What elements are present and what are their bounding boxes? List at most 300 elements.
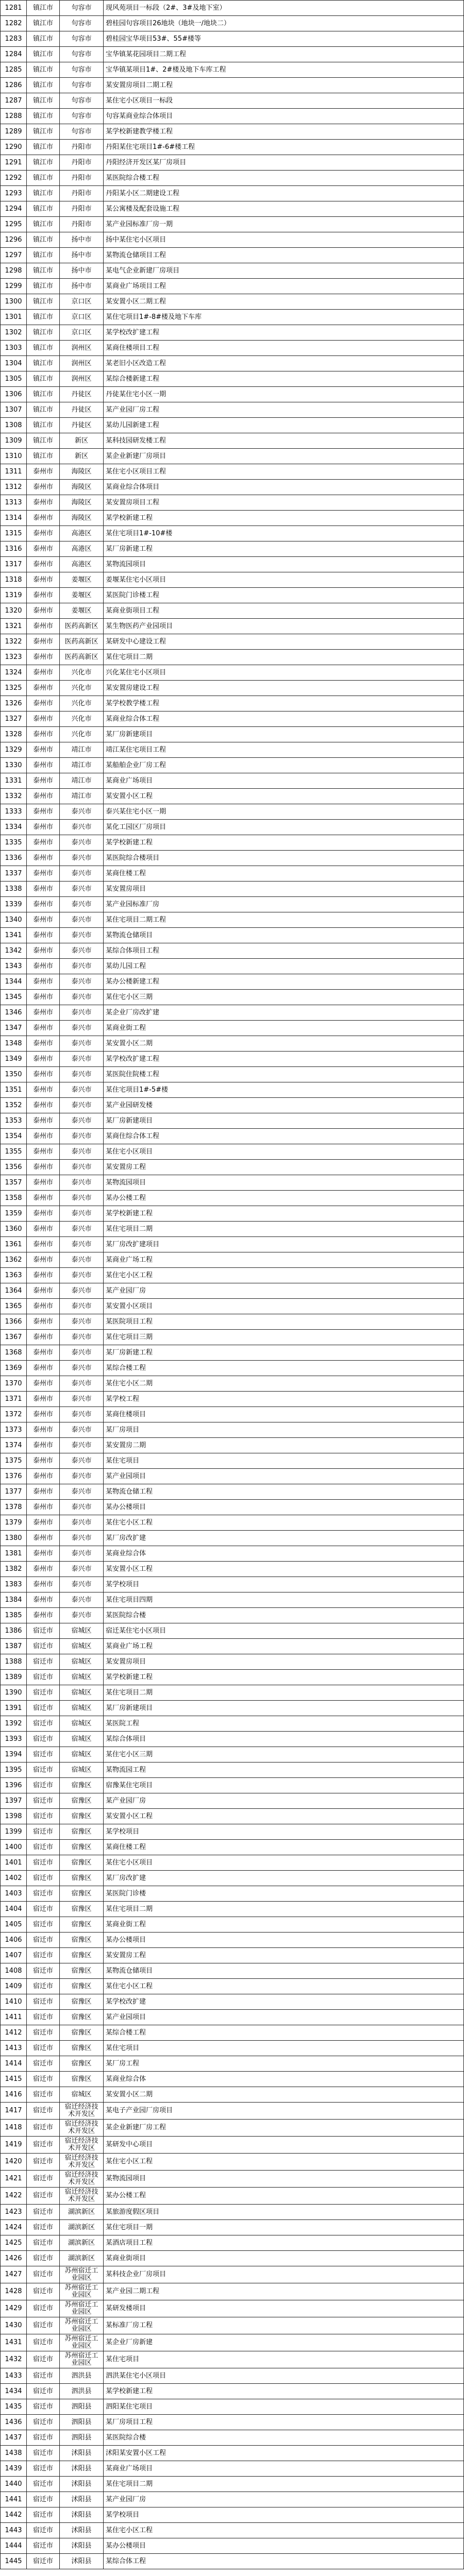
table-row xyxy=(1,186,464,201)
row-number-cell: 1326 xyxy=(1,696,27,711)
district-cell: 扬中市 xyxy=(60,232,104,248)
project-name-cell: 某综合楼新建工程 xyxy=(104,371,464,387)
project-name-cell: 某厂房新建项目 xyxy=(104,1701,464,1716)
row-number-cell: 1318 xyxy=(1,572,27,588)
row-number-cell: 1442 xyxy=(1,2507,27,2523)
city-cell: 泰州市 xyxy=(27,1082,60,1098)
table-row xyxy=(1,62,464,78)
city-cell: 宿迁市 xyxy=(27,2334,60,2351)
project-name-cell: 宝华镇某花园项目二期工程 xyxy=(104,47,464,62)
project-name-cell: 某办公楼项目 xyxy=(104,2538,464,2554)
row-number-cell: 1414 xyxy=(1,2056,27,2072)
city-cell: 泰州市 xyxy=(27,1021,60,1036)
table-row xyxy=(1,1809,464,1824)
table-row xyxy=(1,2415,464,2430)
row-number-cell: 1335 xyxy=(1,835,27,851)
project-name-cell: 某标准厂房工程 xyxy=(104,2317,464,2334)
row-number-cell: 1420 xyxy=(1,2154,27,2171)
district-cell: 医药高新区 xyxy=(60,634,104,650)
city-cell: 泰州市 xyxy=(27,1484,60,1500)
table-row xyxy=(1,1237,464,1252)
row-number-cell: 1377 xyxy=(1,1484,27,1500)
table-row xyxy=(1,897,464,912)
table-row xyxy=(1,1531,464,1546)
city-cell: 镇江市 xyxy=(27,387,60,402)
city-cell: 宿迁市 xyxy=(27,1732,60,1747)
district-cell: 句容市 xyxy=(60,16,104,31)
city-cell: 泰州市 xyxy=(27,665,60,681)
district-cell: 靖江市 xyxy=(60,758,104,773)
district-cell: 泰兴市 xyxy=(60,959,104,974)
project-name-cell: 某住宅小区项目一标段 xyxy=(104,93,464,109)
project-name-cell: 某住宅项目1#-5#楼 xyxy=(104,1082,464,1098)
project-name-cell: 某学校改扩建工程 xyxy=(104,325,464,341)
row-number-cell: 1341 xyxy=(1,928,27,943)
city-cell: 宿迁市 xyxy=(27,2283,60,2300)
city-cell: 泰州市 xyxy=(27,1531,60,1546)
table-row xyxy=(1,387,464,402)
table-body xyxy=(1,1,464,2569)
city-cell: 镇江市 xyxy=(27,279,60,294)
city-cell: 宿迁市 xyxy=(27,2523,60,2538)
project-name-cell: 某综合体项目工程 xyxy=(104,943,464,959)
project-name-cell: 某综合体项目 xyxy=(104,1732,464,1747)
table-row xyxy=(1,789,464,804)
city-cell: 宿迁市 xyxy=(27,2041,60,2056)
district-cell: 泰兴市 xyxy=(60,1314,104,1330)
table-row xyxy=(1,650,464,665)
district-cell: 苏州宿迁工业园区 xyxy=(60,2300,104,2317)
row-number-cell: 1294 xyxy=(1,201,27,217)
city-cell: 泰州市 xyxy=(27,943,60,959)
project-name-cell: 某综合体工程 xyxy=(104,2554,464,2569)
district-cell: 泰兴市 xyxy=(60,1361,104,1376)
district-cell: 宿迁经济技术开发区 xyxy=(60,2103,104,2120)
city-cell: 宿迁市 xyxy=(27,1933,60,1948)
city-cell: 宿迁市 xyxy=(27,1840,60,1855)
project-name-cell: 碧桂园宝华项目53#、55#楼等 xyxy=(104,31,464,47)
project-name-cell: 某住宅小区工程 xyxy=(104,1268,464,1283)
table-row xyxy=(1,294,464,310)
district-cell: 宿豫区 xyxy=(60,2041,104,2056)
project-name-cell: 某住宅项目二期 xyxy=(104,1902,464,1917)
city-cell: 宿迁市 xyxy=(27,2251,60,2266)
district-cell: 丹徒区 xyxy=(60,387,104,402)
district-cell: 宿城区 xyxy=(60,1670,104,1685)
table-row xyxy=(1,1902,464,1917)
district-cell: 宿城区 xyxy=(60,1701,104,1716)
row-number-cell: 1310 xyxy=(1,449,27,464)
project-name-cell: 某办公楼工程 xyxy=(104,2188,464,2205)
city-cell: 镇江市 xyxy=(27,341,60,356)
table-row xyxy=(1,1036,464,1052)
district-cell: 宿迁经济技术开发区 xyxy=(60,2188,104,2205)
district-cell: 兴化市 xyxy=(60,696,104,711)
city-cell: 镇江市 xyxy=(27,217,60,232)
project-name-cell: 某商住楼项目 xyxy=(104,1407,464,1422)
city-cell: 宿迁市 xyxy=(27,2538,60,2554)
city-cell: 泰州市 xyxy=(27,1098,60,1113)
table-row xyxy=(1,1824,464,1840)
district-cell: 宿豫区 xyxy=(60,1793,104,1809)
district-cell: 泰兴市 xyxy=(60,1345,104,1361)
city-cell: 泰州市 xyxy=(27,1144,60,1160)
city-cell: 宿迁市 xyxy=(27,1701,60,1716)
district-cell: 泰兴市 xyxy=(60,1082,104,1098)
project-name-cell: 某化工园区厂房项目 xyxy=(104,820,464,835)
project-name-cell: 某研发楼项目 xyxy=(104,2300,464,2317)
city-cell: 镇江市 xyxy=(27,140,60,155)
project-name-cell: 宝华镇某项目1#、2#楼及地下车库工程 xyxy=(104,62,464,78)
city-cell: 镇江市 xyxy=(27,449,60,464)
table-row xyxy=(1,171,464,186)
city-cell: 泰州市 xyxy=(27,1129,60,1144)
city-cell: 泰州市 xyxy=(27,1113,60,1129)
district-cell: 湖滨新区 xyxy=(60,2235,104,2251)
city-cell: 泰州市 xyxy=(27,1175,60,1191)
row-number-cell: 1329 xyxy=(1,742,27,758)
table-row xyxy=(1,572,464,588)
district-cell: 沭阳县 xyxy=(60,2446,104,2461)
project-name-cell: 某住宅项目 xyxy=(104,1453,464,1469)
table-row xyxy=(1,1160,464,1175)
city-cell: 宿迁市 xyxy=(27,1654,60,1670)
project-name-cell: 某安置房项目工程 xyxy=(104,495,464,511)
city-cell: 宿迁市 xyxy=(27,1623,60,1639)
row-number-cell: 1309 xyxy=(1,433,27,449)
district-cell: 丹阳市 xyxy=(60,140,104,155)
row-number-cell: 1440 xyxy=(1,2477,27,2492)
row-number-cell: 1291 xyxy=(1,155,27,171)
row-number-cell: 1400 xyxy=(1,1840,27,1855)
city-cell: 泰州市 xyxy=(27,1438,60,1453)
project-name-cell: 某物流园项目 xyxy=(104,1175,464,1191)
row-number-cell: 1426 xyxy=(1,2251,27,2266)
row-number-cell: 1368 xyxy=(1,1345,27,1361)
project-name-cell: 某住宅项目二期 xyxy=(104,2477,464,2492)
table-row xyxy=(1,2154,464,2171)
project-name-cell: 姜堰某住宅小区项目 xyxy=(104,572,464,588)
project-name-cell: 沭阳某安置小区工程 xyxy=(104,2446,464,2461)
district-cell: 沭阳县 xyxy=(60,2554,104,2569)
district-cell: 姜堰区 xyxy=(60,588,104,603)
project-name-cell: 某住宅小区工程 xyxy=(104,2523,464,2538)
table-row xyxy=(1,1933,464,1948)
row-number-cell: 1282 xyxy=(1,16,27,31)
city-cell: 泰州市 xyxy=(27,882,60,897)
project-name-cell: 某医院综合楼 xyxy=(104,2430,464,2446)
row-number-cell: 1441 xyxy=(1,2492,27,2507)
project-name-cell: 某医院综合楼 xyxy=(104,1608,464,1623)
city-cell: 泰州市 xyxy=(27,959,60,974)
row-number-cell: 1352 xyxy=(1,1098,27,1113)
project-name-cell: 某物流园项目 xyxy=(104,557,464,572)
city-cell: 宿迁市 xyxy=(27,1716,60,1732)
project-name-cell: 某产业园厂房 xyxy=(104,1793,464,1809)
district-cell: 宿豫区 xyxy=(60,1886,104,1902)
row-number-cell: 1364 xyxy=(1,1283,27,1299)
district-cell: 宿城区 xyxy=(60,1654,104,1670)
district-cell: 靖江市 xyxy=(60,789,104,804)
city-cell: 泰州市 xyxy=(27,603,60,619)
city-cell: 宿迁市 xyxy=(27,2461,60,2477)
project-name-cell: 某研发中心项目 xyxy=(104,2137,464,2154)
district-cell: 姜堰区 xyxy=(60,572,104,588)
city-cell: 镇江市 xyxy=(27,433,60,449)
row-number-cell: 1336 xyxy=(1,851,27,866)
city-cell: 镇江市 xyxy=(27,310,60,325)
district-cell: 兴化市 xyxy=(60,711,104,727)
table-row xyxy=(1,495,464,511)
row-number-cell: 1390 xyxy=(1,1685,27,1701)
row-number-cell: 1293 xyxy=(1,186,27,201)
project-name-cell: 某安置房项目二期工程 xyxy=(104,78,464,93)
project-name-cell: 丹阳经济开发区某厂房项目 xyxy=(104,155,464,171)
row-number-cell: 1289 xyxy=(1,124,27,140)
city-cell: 泰州市 xyxy=(27,1546,60,1562)
project-name-cell: 某住宅项目二期工程 xyxy=(104,912,464,928)
table-row xyxy=(1,2220,464,2235)
city-cell: 泰州市 xyxy=(27,634,60,650)
district-cell: 宿豫区 xyxy=(60,1824,104,1840)
table-row xyxy=(1,217,464,232)
city-cell: 宿迁市 xyxy=(27,2300,60,2317)
district-cell: 宿豫区 xyxy=(60,2010,104,2025)
project-name-cell: 某医院综合楼工程 xyxy=(104,171,464,186)
project-name-cell: 某商业综合体 xyxy=(104,2072,464,2087)
table-row xyxy=(1,1500,464,1515)
row-number-cell: 1338 xyxy=(1,882,27,897)
table-row xyxy=(1,279,464,294)
row-number-cell: 1386 xyxy=(1,1623,27,1639)
city-cell: 宿迁市 xyxy=(27,1948,60,1963)
table-row xyxy=(1,2334,464,2351)
row-number-cell: 1370 xyxy=(1,1376,27,1392)
city-cell: 泰州市 xyxy=(27,526,60,541)
table-row xyxy=(1,2317,464,2334)
row-number-cell: 1376 xyxy=(1,1469,27,1484)
project-name-cell: 某安置房项目 xyxy=(104,1654,464,1670)
table-row xyxy=(1,588,464,603)
row-number-cell: 1403 xyxy=(1,1886,27,1902)
project-name-cell: 丹徒某住宅小区一期 xyxy=(104,387,464,402)
table-row xyxy=(1,1067,464,1082)
city-cell: 泰州市 xyxy=(27,1422,60,1438)
table-row xyxy=(1,341,464,356)
table-row xyxy=(1,1392,464,1407)
district-cell: 宿城区 xyxy=(60,1716,104,1732)
row-number-cell: 1407 xyxy=(1,1948,27,1963)
row-number-cell: 1347 xyxy=(1,1021,27,1036)
project-name-cell: 某厂房新建项目 xyxy=(104,727,464,742)
city-cell: 泰州市 xyxy=(27,1608,60,1623)
project-name-cell: 某住宅项目三期 xyxy=(104,1330,464,1345)
project-name-cell: 某学校新建工程 xyxy=(104,511,464,526)
district-cell: 医药高新区 xyxy=(60,619,104,634)
district-cell: 泰兴市 xyxy=(60,1160,104,1175)
district-cell: 沭阳县 xyxy=(60,2523,104,2538)
district-cell: 泰兴市 xyxy=(60,851,104,866)
row-number-cell: 1397 xyxy=(1,1793,27,1809)
city-cell: 泰州市 xyxy=(27,1222,60,1237)
table-row xyxy=(1,1330,464,1345)
table-row xyxy=(1,1778,464,1793)
project-name-cell: 某公寓楼及配套设施工程 xyxy=(104,201,464,217)
district-cell: 海陵区 xyxy=(60,495,104,511)
district-cell: 泗洪县 xyxy=(60,2368,104,2384)
row-number-cell: 1298 xyxy=(1,263,27,279)
row-number-cell: 1334 xyxy=(1,820,27,835)
table-row xyxy=(1,1886,464,1902)
district-cell: 润州区 xyxy=(60,356,104,371)
project-name-cell: 某企业厂房改扩建 xyxy=(104,1005,464,1021)
table-row xyxy=(1,511,464,526)
city-cell: 宿迁市 xyxy=(27,2415,60,2430)
project-name-cell: 某船舶企业厂房工程 xyxy=(104,758,464,773)
district-cell: 泗阳县 xyxy=(60,2415,104,2430)
row-number-cell: 1355 xyxy=(1,1144,27,1160)
table-row xyxy=(1,2072,464,2087)
row-number-cell: 1328 xyxy=(1,727,27,742)
row-number-cell: 1332 xyxy=(1,789,27,804)
row-number-cell: 1320 xyxy=(1,603,27,619)
row-number-cell: 1443 xyxy=(1,2523,27,2538)
row-number-cell: 1388 xyxy=(1,1654,27,1670)
row-number-cell: 1312 xyxy=(1,480,27,495)
row-number-cell: 1331 xyxy=(1,773,27,789)
project-name-cell: 宿豫某住宅项目 xyxy=(104,1778,464,1793)
district-cell: 海陵区 xyxy=(60,480,104,495)
project-name-cell: 丹阳某小区二期建设工程 xyxy=(104,186,464,201)
project-name-cell: 某办公楼项目 xyxy=(104,1933,464,1948)
project-name-cell: 某厂房改扩建项目 xyxy=(104,1237,464,1252)
project-name-cell: 某商业广场项目 xyxy=(104,773,464,789)
row-number-cell: 1319 xyxy=(1,588,27,603)
project-name-cell: 某产业园二期工程 xyxy=(104,2283,464,2300)
row-number-cell: 1316 xyxy=(1,541,27,557)
project-name-cell: 某住宅项目二期 xyxy=(104,650,464,665)
project-name-cell: 某商业街项目 xyxy=(104,2251,464,2266)
project-name-cell: 某商住楼项目工程 xyxy=(104,341,464,356)
project-name-cell: 某办公楼工程 xyxy=(104,1191,464,1206)
district-cell: 海陵区 xyxy=(60,511,104,526)
district-cell: 高港区 xyxy=(60,526,104,541)
row-number-cell: 1360 xyxy=(1,1222,27,1237)
city-cell: 泰州市 xyxy=(27,696,60,711)
district-cell: 泗洪县 xyxy=(60,2384,104,2399)
table-row xyxy=(1,201,464,217)
district-cell: 宿城区 xyxy=(60,1747,104,1762)
project-name-cell: 某住宅小区工程 xyxy=(104,1515,464,1531)
city-cell: 宿迁市 xyxy=(27,2492,60,2507)
table-row xyxy=(1,557,464,572)
city-cell: 泰州市 xyxy=(27,1052,60,1067)
project-name-cell: 某住宅项目 xyxy=(104,2041,464,2056)
table-row xyxy=(1,1639,464,1654)
table-row xyxy=(1,1592,464,1608)
row-number-cell: 1378 xyxy=(1,1500,27,1515)
city-cell: 宿迁市 xyxy=(27,1747,60,1762)
city-cell: 泰州市 xyxy=(27,789,60,804)
row-number-cell: 1392 xyxy=(1,1716,27,1732)
row-number-cell: 1433 xyxy=(1,2368,27,2384)
project-name-cell: 某老旧小区改造工程 xyxy=(104,356,464,371)
city-cell: 镇江市 xyxy=(27,325,60,341)
city-cell: 泰州市 xyxy=(27,650,60,665)
table-row xyxy=(1,1,464,16)
table-row xyxy=(1,1438,464,1453)
project-name-cell: 某学校项目 xyxy=(104,1824,464,1840)
row-number-cell: 1399 xyxy=(1,1824,27,1840)
row-number-cell: 1405 xyxy=(1,1917,27,1933)
table-row xyxy=(1,2507,464,2523)
table-row xyxy=(1,541,464,557)
table-row xyxy=(1,2430,464,2446)
district-cell: 宿迁经济技术开发区 xyxy=(60,2154,104,2171)
row-number-cell: 1351 xyxy=(1,1082,27,1098)
project-name-cell: 某产业园研发楼 xyxy=(104,1098,464,1113)
row-number-cell: 1281 xyxy=(1,1,27,16)
table-row xyxy=(1,526,464,541)
project-name-cell: 某电子产业园厂房项目 xyxy=(104,2103,464,2120)
row-number-cell: 1304 xyxy=(1,356,27,371)
row-number-cell: 1432 xyxy=(1,2351,27,2368)
district-cell: 宿迁经济技术开发区 xyxy=(60,2120,104,2137)
project-name-cell: 某物流园工程 xyxy=(104,1762,464,1778)
district-cell: 泰兴市 xyxy=(60,1330,104,1345)
project-name-cell: 某科技企业厂房项目 xyxy=(104,2266,464,2283)
project-name-cell: 泰兴某住宅小区一期 xyxy=(104,804,464,820)
district-cell: 泰兴市 xyxy=(60,1005,104,1021)
city-cell: 宿迁市 xyxy=(27,2103,60,2120)
row-number-cell: 1381 xyxy=(1,1546,27,1562)
project-name-cell: 某学校改扩建 xyxy=(104,1994,464,2010)
project-name-cell: 某物流园项目 xyxy=(104,2171,464,2188)
table-row xyxy=(1,2368,464,2384)
district-cell: 丹阳市 xyxy=(60,186,104,201)
city-cell: 镇江市 xyxy=(27,78,60,93)
district-cell: 泰兴市 xyxy=(60,1052,104,1067)
project-name-cell: 某安置房建设工程 xyxy=(104,681,464,696)
district-cell: 泰兴市 xyxy=(60,882,104,897)
table-row xyxy=(1,1314,464,1330)
district-cell: 泰兴市 xyxy=(60,804,104,820)
district-cell: 泰兴市 xyxy=(60,866,104,882)
city-cell: 宿迁市 xyxy=(27,1886,60,1902)
table-row xyxy=(1,1052,464,1067)
table-row xyxy=(1,1623,464,1639)
project-name-cell: 某住宅小区二期 xyxy=(104,1376,464,1392)
table-row xyxy=(1,2103,464,2120)
city-cell: 镇江市 xyxy=(27,356,60,371)
project-name-cell: 某安置小区工程 xyxy=(104,1809,464,1824)
district-cell: 宿豫区 xyxy=(60,1948,104,1963)
city-cell: 泰州市 xyxy=(27,1376,60,1392)
district-cell: 泰兴市 xyxy=(60,1206,104,1222)
district-cell: 泰兴市 xyxy=(60,1592,104,1608)
table-row xyxy=(1,2523,464,2538)
city-cell: 泰州市 xyxy=(27,742,60,758)
row-number-cell: 1385 xyxy=(1,1608,27,1623)
district-cell: 泰兴市 xyxy=(60,1067,104,1082)
city-cell: 泰州市 xyxy=(27,541,60,557)
project-name-cell: 某幼儿园工程 xyxy=(104,959,464,974)
city-cell: 泰州市 xyxy=(27,1515,60,1531)
project-name-cell: 某综合楼工程 xyxy=(104,2025,464,2041)
city-cell: 泰州市 xyxy=(27,588,60,603)
row-number-cell: 1311 xyxy=(1,464,27,480)
project-name-cell: 某住宅项目1#-10#楼 xyxy=(104,526,464,541)
